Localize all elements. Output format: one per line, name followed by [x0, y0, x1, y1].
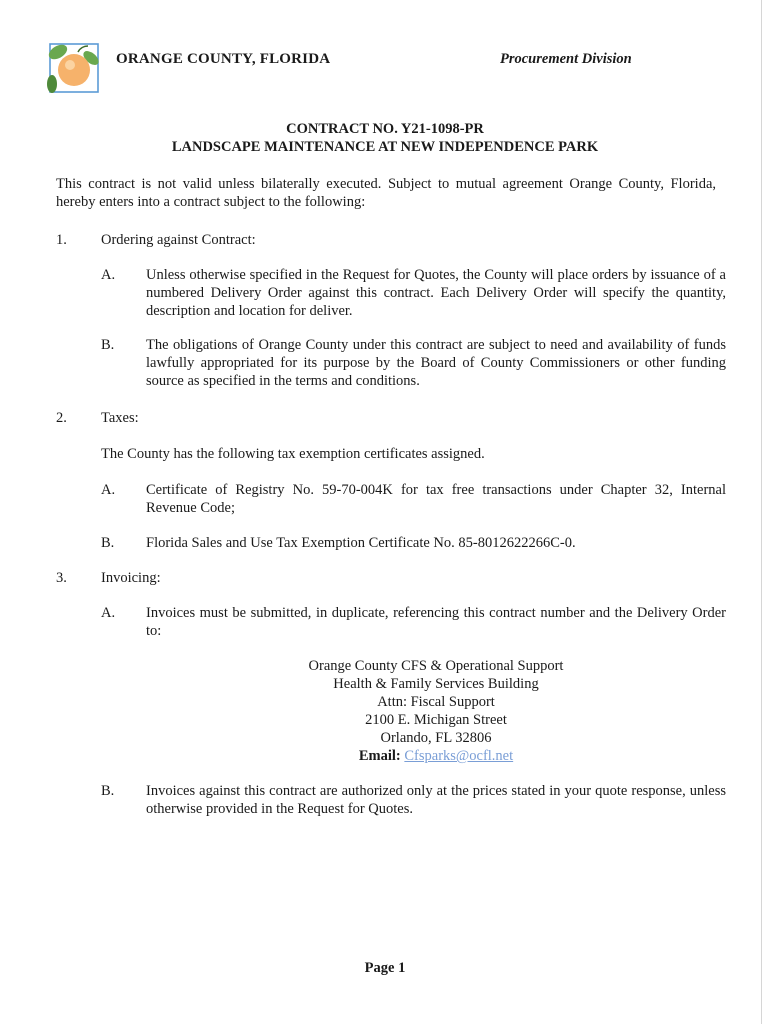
email-row [146, 747, 726, 765]
section-number: 2. [56, 410, 67, 426]
invoice-address-block [146, 657, 726, 765]
item-letter: A. [101, 605, 116, 621]
contract-number-title: CONTRACT NO. Y21-1098-PR [286, 121, 484, 137]
contract-subject-title: LANDSCAPE MAINTENANCE AT NEW INDEPENDENCE PARK [171, 139, 599, 155]
address-line: Health & Family Services Building [333, 676, 539, 692]
section-heading: Taxes: [101, 410, 139, 426]
item-letter: B. [101, 783, 115, 799]
item-text: The obligations of Orange County under this contract are subject to need and availability of funds lawfully appropriated for its purpose by the Board of County Commissioners or other funding source as specified in the terms and conditions. [146, 337, 726, 389]
intro-paragraph: This contract is not valid unless bilaterally executed. Subject to mutual agreement Orange County, Florida, hereby enters into a contract subject to the following: [56, 176, 716, 210]
division-name: Procurement Division [500, 51, 632, 67]
email-label: Email: [358, 748, 401, 764]
item-letter: B. [101, 535, 115, 551]
item-text: Invoices against this contract are authorized only at the prices stated in your quote response, unless otherwise provided in the Request for Quotes. [146, 783, 726, 817]
address-line: Orange County CFS & Operational Support [308, 658, 564, 674]
item-text: Florida Sales and Use Tax Exemption Certificate No. 85-8012622266C-0. [146, 535, 576, 551]
item-letter: B. [101, 337, 115, 353]
item-letter: A. [101, 267, 116, 283]
address-line: Attn: Fiscal Support [377, 694, 495, 710]
page-number: Page 1 [364, 960, 406, 976]
item-text: Invoices must be submitted, in duplicate, referencing this contract number and the Delivery Order to: [146, 605, 726, 639]
section-heading: Invoicing: [101, 570, 161, 586]
section-heading: Ordering against Contract: [101, 232, 256, 248]
address-line: Orlando, FL 32806 [380, 730, 492, 746]
address-line: 2100 E. Michigan Street [365, 712, 507, 728]
organization-name: ORANGE COUNTY, FLORIDA [116, 51, 331, 67]
orange-county-logo [44, 38, 104, 98]
item-letter: A. [101, 482, 116, 498]
email-link[interactable]: Cfsparks@ocfl.net [404, 748, 514, 764]
item-text: Unless otherwise specified in the Request for Quotes, the County will place orders by issuance of a numbered Delivery Order against this contract. Each Delivery Order will specify the quantity, description and location for deliver. [146, 267, 726, 319]
item-text: Certificate of Registry No. 59-70-004K for tax free transactions under Chapter 32, Internal Revenue Code; [146, 482, 726, 516]
section-paragraph: The County has the following tax exemption certificates assigned. [101, 446, 485, 462]
section-number: 1. [56, 232, 67, 248]
section-number: 3. [56, 570, 67, 586]
